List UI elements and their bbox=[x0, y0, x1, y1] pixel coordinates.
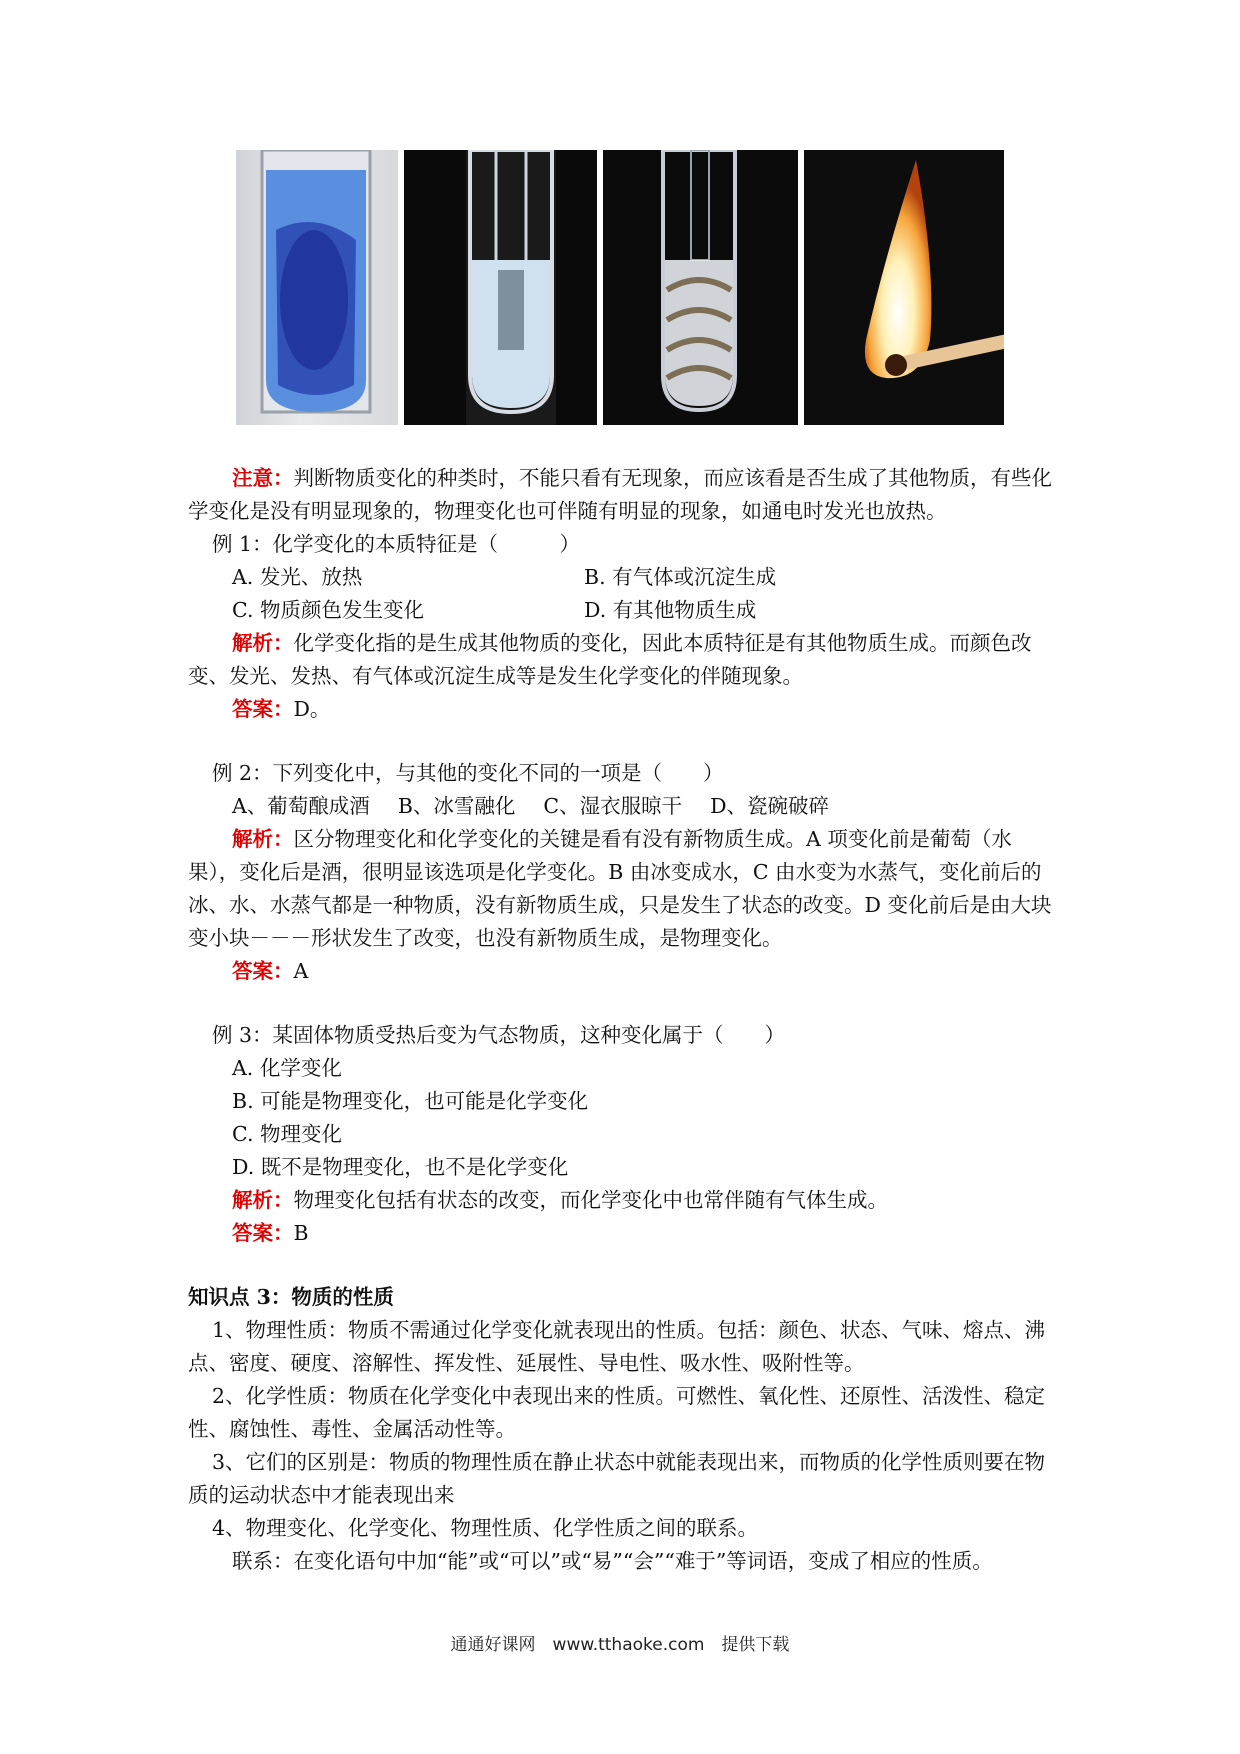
ex1-options-row1 bbox=[188, 561, 1060, 594]
kp3-item-3: 3、它们的区别是：物质的物理性质在静止状态中就能表现出来，而物质的化学性质则要在物质的运动状态中才能表现出来 bbox=[188, 1450, 1046, 1507]
ex3-analysis-text: 物理变化包括有状态的改变，而化学变化中也常伴随有气体生成。 bbox=[293, 1188, 888, 1212]
ex2-answer-text: A bbox=[293, 959, 309, 983]
ex3-option-d: D. 既不是物理变化，也不是化学变化 bbox=[232, 1155, 569, 1179]
ex1-options-row2 bbox=[188, 594, 1060, 627]
ex2-option-a: A、葡萄酿成酒 bbox=[232, 794, 370, 818]
ex2-analysis bbox=[188, 823, 1060, 955]
photo-blue-solution bbox=[236, 150, 398, 425]
ex2-analysis-text: 区分物理变化和化学变化的关键是看有没有新物质生成。A 项变化前是葡萄（水果），变化后是酒，很明显该选项是化学变化。B 由冰变成水，C 由水变为水蒸气，变化前后的冰、水、水蒸气都是一种物质，没有新物质生成，只是发生了状态的改变。D 变化前后是由大块变小块－－－形状发生了改变，也没有新物质生成，是物理变化。 bbox=[188, 827, 1052, 950]
kp3-link: 联系：在变化语句中加“能”或“可以”或“易”“会”“难于”等词语，变成了相应的性质。 bbox=[232, 1549, 993, 1573]
photo-burning-match bbox=[804, 150, 1004, 425]
ex3-option-c: C. 物理变化 bbox=[232, 1122, 342, 1146]
ex1-analysis-label: 解析： bbox=[232, 631, 294, 655]
test-tube-blue-illustration bbox=[236, 150, 398, 425]
ex3-question: 例 3：某固体物质受热后变为气态物质，这种变化属于（ ） bbox=[212, 1023, 786, 1047]
ex3-analysis bbox=[188, 1184, 1060, 1217]
ex1-question: 例 1：化学变化的本质特征是（ ） bbox=[212, 532, 581, 556]
ex2-analysis-label: 解析： bbox=[232, 827, 294, 851]
ex1-answer-text: D。 bbox=[293, 697, 331, 721]
ex3-option-a: A. 化学变化 bbox=[232, 1056, 342, 1080]
ex3-answer-text: B bbox=[293, 1221, 309, 1245]
kp3-item-4: 4、物理变化、化学变化、物理性质、化学性质之间的联系。 bbox=[212, 1516, 759, 1540]
ex3-option-b: B. 可能是物理变化，也可能是化学变化 bbox=[232, 1089, 589, 1113]
photo-coil-in-tube bbox=[603, 150, 798, 425]
document-body bbox=[188, 462, 1060, 1578]
ex2-question: 例 2：下列变化中，与其他的变化不同的一项是（ ） bbox=[212, 761, 724, 785]
photo-white-precipitate bbox=[404, 150, 597, 425]
ex2-option-d: D、瓷碗破碎 bbox=[710, 794, 830, 818]
spacer bbox=[188, 1250, 1060, 1281]
ex3-analysis-label: 解析： bbox=[232, 1188, 294, 1212]
ex1-analysis bbox=[188, 627, 1060, 693]
kp3-title: 知识点 3：物质的性质 bbox=[188, 1285, 394, 1309]
kp3-item-2: 2、化学性质：物质在化学变化中表现出来的性质。可燃性、氧化性、还原性、活泼性、稳定性、腐蚀性、毒性、金属活动性等。 bbox=[188, 1384, 1046, 1441]
ex1-option-c: C. 物质颜色发生变化 bbox=[232, 598, 424, 622]
note-label: 注意： bbox=[232, 466, 294, 490]
page-footer: 通通好课网 www.tthaoke.com 提供下载 bbox=[450, 1635, 790, 1655]
ex3-answer-label: 答案： bbox=[232, 1221, 294, 1245]
ex1-answer bbox=[188, 693, 1060, 726]
spacer bbox=[188, 988, 1060, 1019]
ex1-option-d: D. 有其他物质生成 bbox=[584, 598, 757, 622]
ex2-option-c: C、湿衣服晾干 bbox=[543, 794, 683, 818]
ex3-answer bbox=[188, 1217, 1060, 1250]
spacer bbox=[188, 726, 1060, 757]
ex2-options bbox=[188, 790, 1060, 823]
test-tube-coil-illustration bbox=[603, 150, 798, 425]
flame-illustration bbox=[804, 150, 1004, 425]
note-paragraph bbox=[188, 462, 1060, 528]
ex2-answer-label: 答案： bbox=[232, 959, 294, 983]
ex1-option-a: A. 发光、放热 bbox=[232, 565, 363, 589]
ex2-answer bbox=[188, 955, 1060, 988]
ex1-option-b: B. 有气体或沉淀生成 bbox=[584, 565, 777, 589]
experiment-photos bbox=[236, 150, 1010, 425]
ex2-option-b: B、冰雪融化 bbox=[397, 794, 516, 818]
kp3-item-1: 1、物理性质：物质不需通过化学变化就表现出的性质。包括：颜色、状态、气味、熔点、沸点、密度、硬度、溶解性、挥发性、延展性、导电性、吸水性、吸附性等。 bbox=[188, 1318, 1046, 1375]
ex1-analysis-text: 化学变化指的是生成其他物质的变化，因此本质特征是有其他物质生成。而颜色改变、发光、发热、有气体或沉淀生成等是发生化学变化的伴随现象。 bbox=[188, 631, 1032, 688]
test-tube-white-illustration bbox=[404, 150, 597, 425]
note-text: 判断物质变化的种类时，不能只看有无现象，而应该看是否生成了其他物质，有些化学变化是没有明显现象的，物理变化也可伴随有明显的现象，如通电时发光也放热。 bbox=[188, 466, 1052, 523]
ex1-answer-label: 答案： bbox=[232, 697, 294, 721]
